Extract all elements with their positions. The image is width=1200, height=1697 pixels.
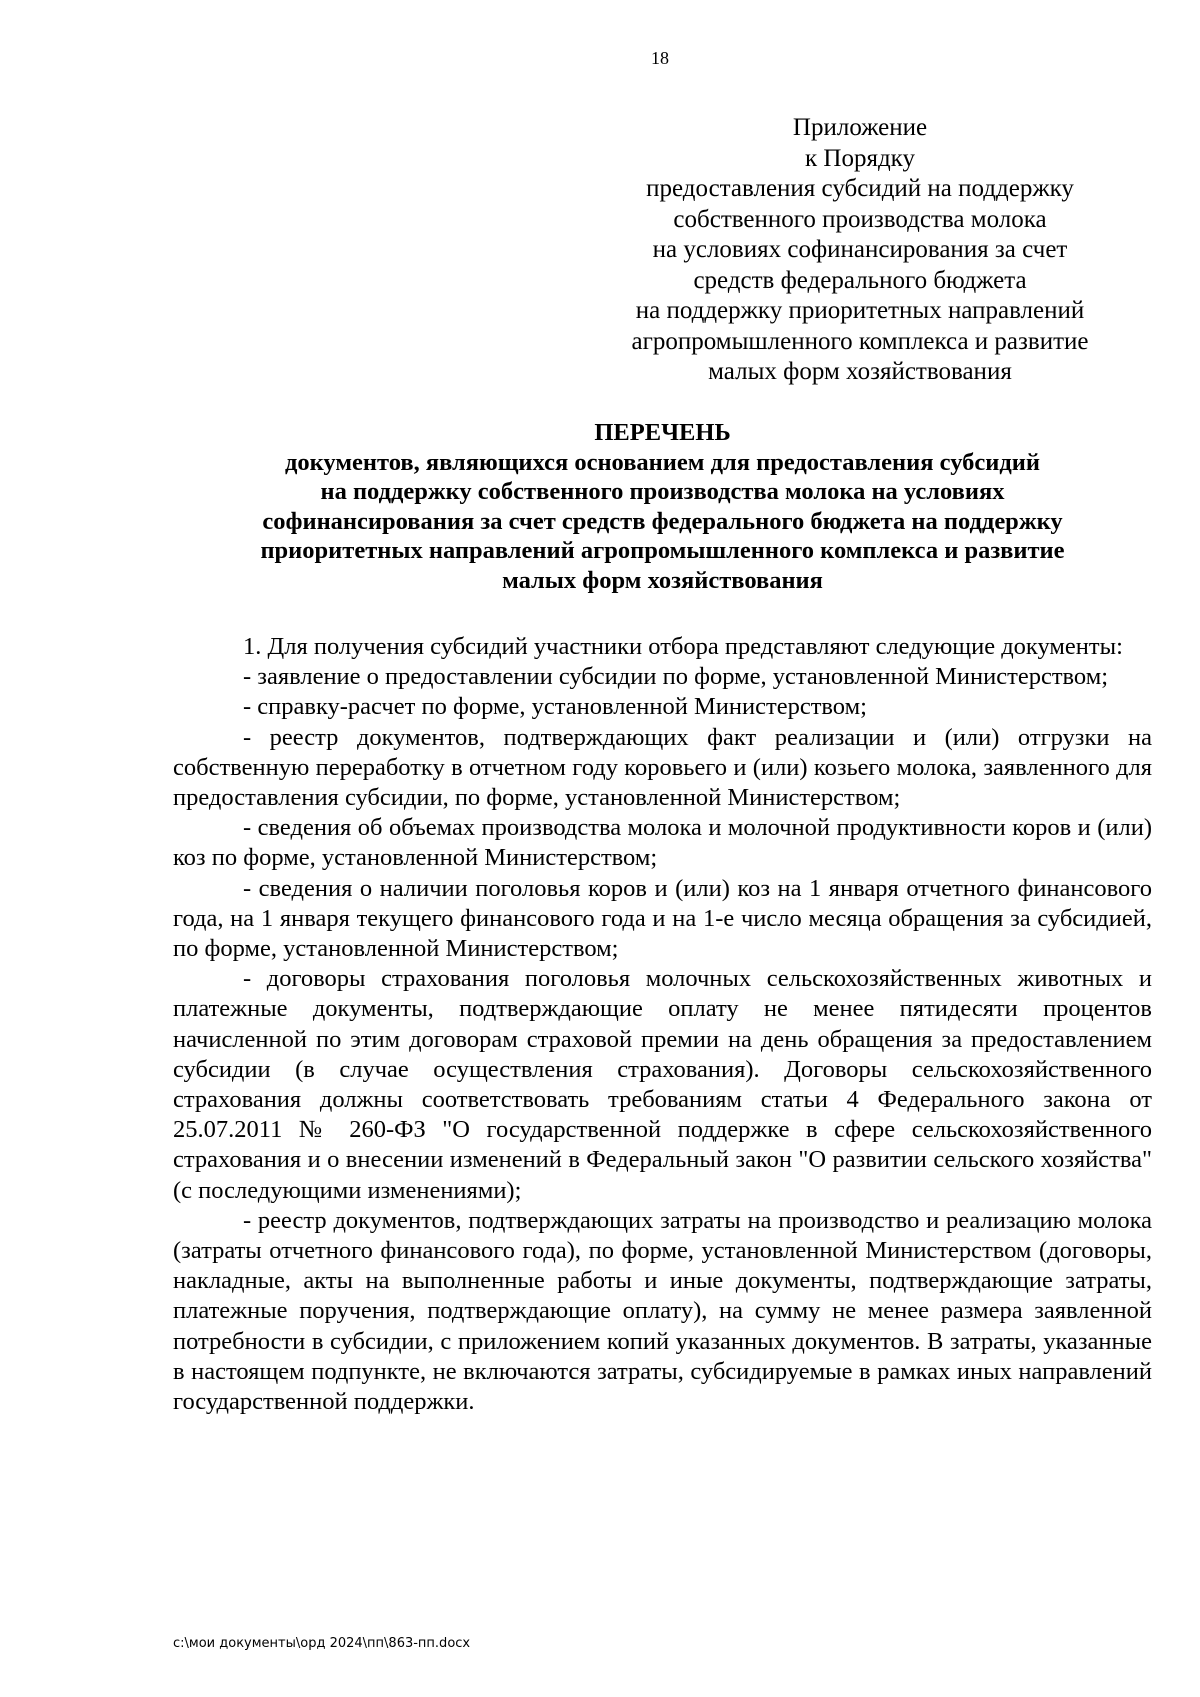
body-paragraph: - договоры страхования поголовья молочных сельскохозяйственных животных и платежные документы, подтверждающие оплату не менее пятидесяти процентов начисленной по этим договорам страховой премии на день обращения за предоставлением субсидии (в случае осуществления страхования). Договоры сельскохозяйственного страхования должны соответствовать требованиям статьи 4 Федерального закона от 25.07.2011 № 260-ФЗ "О государственной поддержке в сфере сельскохозяйственного страхования и о внесении изменений в Федеральный закон "О развитии сельского хозяйства" (с последующими изменениями); bbox=[173, 965, 1152, 1204]
appendix-line: агропромышленного комплекса и развитие bbox=[631, 327, 1089, 355]
appendix-line: Приложение bbox=[792, 114, 928, 141]
body-paragraph: - реестр документов, подтверждающих затраты на производство и реализацию молока (затраты отчетного финансового года), по форме, установленной Министерством (договоры, накладные, акты на выполненные работы и иные документы, подтверждающие затраты, платежные поручения, подтверждающие оплату), на сумму не менее размера заявленной потребности в субсидии, с приложением копий указанных документов. В затраты, указанные в настоящем подпункте, не включаются затраты, субсидируемые в рамках иных направлений государственной поддержки. bbox=[173, 1206, 1152, 1416]
title-line: софинансирования за счет средств федерального бюджета на поддержку bbox=[262, 507, 1063, 535]
title-line: малых форм хозяйствования bbox=[502, 566, 823, 594]
appendix-header bbox=[590, 113, 1130, 388]
appendix-line: на условиях софинансирования за счет bbox=[652, 236, 1068, 263]
appendix-line: на поддержку приоритетных направлений bbox=[635, 297, 1085, 324]
appendix-line: к Порядку bbox=[805, 144, 915, 172]
title-line: документов, являющихся основанием для предоставления субсидий bbox=[284, 448, 1040, 476]
document-body bbox=[173, 632, 1152, 1417]
page-number: 18 bbox=[651, 48, 669, 68]
title-line: приоритетных направлений агропромышленного комплекса и развитие bbox=[260, 537, 1065, 564]
body-paragraph: - сведения об объемах производства молока и молочной продуктивности коров и (или) коз по форме, установленной Министерством; bbox=[173, 814, 1152, 872]
document-title bbox=[170, 418, 1155, 595]
body-paragraph: - заявление о предоставлении субсидии по форме, установленной Министерством; bbox=[243, 663, 1109, 691]
body-paragraph: - реестр документов, подтверждающих факт реализации и (или) отгрузки на собственную переработку в отчетном году коровьего и (или) козьего молока, заявленного для предоставления субсидии, по форме, установленной Министерством; bbox=[173, 723, 1152, 812]
appendix-line: собственного производства молока bbox=[673, 205, 1047, 233]
title-heading: ПЕРЕЧЕНЬ bbox=[594, 419, 731, 446]
file-path-footer: c:\мои документы\орд 2024\пп\863-пп.docx bbox=[173, 1636, 471, 1651]
appendix-line: предоставления субсидий на поддержку bbox=[646, 175, 1074, 202]
title-line: на поддержку собственного производства молока на условиях bbox=[320, 478, 1005, 505]
body-paragraph: - сведения о наличии поголовья коров и (или) коз на 1 января отчетного финансового года, на 1 января текущего финансового года и на 1-е число месяца обращения за субсидией, по форме, установленной Министерством; bbox=[173, 874, 1152, 963]
appendix-line: малых форм хозяйствования bbox=[708, 358, 1012, 385]
appendix-line: средств федерального бюджета bbox=[693, 266, 1027, 294]
body-paragraph: 1. Для получения субсидий участники отбора представляют следующие документы: bbox=[243, 633, 1123, 660]
body-paragraph: - справку-расчет по форме, установленной Министерством; bbox=[243, 693, 867, 721]
